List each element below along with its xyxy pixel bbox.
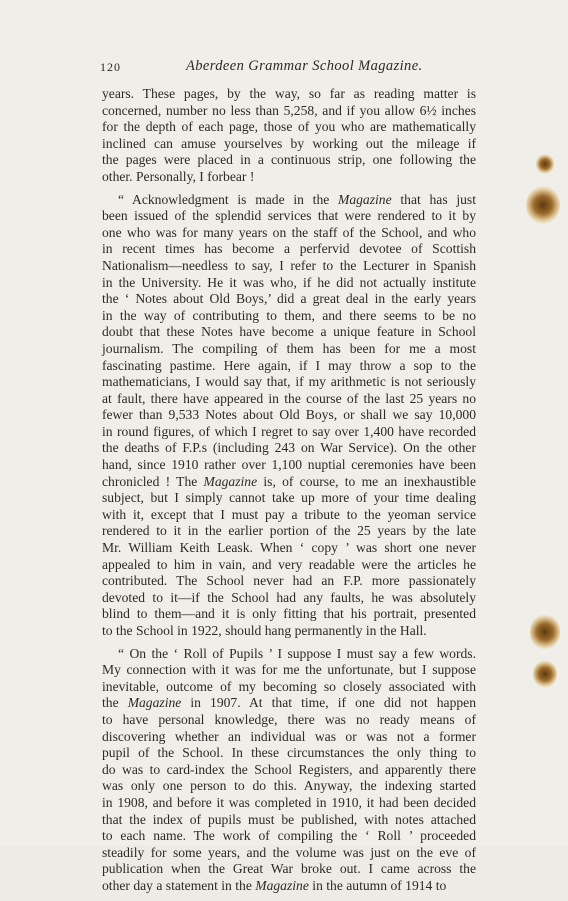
text-line: do was to card-index the School Registers, and apparently there xyxy=(102,761,476,777)
text-line: the deaths of F.P.s (including 243 on War Service). On the other xyxy=(102,440,476,456)
text-line: in recent times has become a perfervid devotee of Scottish xyxy=(102,241,476,257)
paragraph xyxy=(102,86,476,186)
text-line: for the depth of each page, those of you who are mathematically xyxy=(102,119,476,135)
text-line: subject, but I simply cannot take up more of your time dealing xyxy=(102,490,476,506)
text-line: other. Personally, I forbear ! xyxy=(102,168,255,184)
text-line: blind to them—and it is only fitting that his portrait, presented xyxy=(102,606,476,622)
text-line: chronicled ! The Magazine is, of course, to me an inexhaustible xyxy=(102,473,476,489)
text-line: doubt that these Notes have become a unique feature in School xyxy=(102,324,476,340)
text-line: My connection with it was for me the unfortunate, but I suppose xyxy=(102,662,476,678)
text-line: been issued of the splendid services that were rendered to it by xyxy=(102,208,476,224)
body-text xyxy=(102,86,476,901)
text-line: steadily for some years, and the volume was just on the eve of xyxy=(102,844,476,860)
foxing-stain xyxy=(533,660,557,688)
text-line: to each name. The work of compiling the ‘ Roll ’ proceeded xyxy=(102,828,476,844)
text-line: fascinating pastime. Here again, if I may throw a sop to the xyxy=(102,357,476,373)
text-line: at fault, there have appeared in the course of the last 25 years no xyxy=(102,390,476,406)
text-line: contributed. The School never had an F.P. more passionately xyxy=(102,573,476,589)
text-line: inevitable, outcome of my becoming so closely associated with xyxy=(102,678,476,694)
text-line: the Magazine in 1907. At that time, if one did not happen xyxy=(102,695,476,711)
paragraph xyxy=(102,192,476,640)
text-line: was only one person to do this. Anyway, the indexing started xyxy=(102,778,476,794)
text-line: in 1908, and before it was completed in 1910, it had been decided xyxy=(102,794,476,810)
text-line: fewer than 9,533 Notes about Old Boys, or shall we say 10,000 xyxy=(102,407,476,423)
text-line: in round figures, of which I regret to say over 1,400 have recorded xyxy=(102,423,476,439)
page-header xyxy=(100,60,480,80)
text-line: in the way of contributing to them, and there seems to be no xyxy=(102,307,476,323)
running-title: Aberdeen Grammar School Magazine. xyxy=(186,58,423,74)
text-line: that the index of pupils must be published, with notes attached xyxy=(102,811,476,827)
text-line: to the School in 1922, should hang permanently in the Hall. xyxy=(102,623,427,638)
text-line: devoted to it—if the School had any faults, he was absolutely xyxy=(102,589,476,605)
text-line: discovering whether an individual was or was not a former xyxy=(102,728,476,744)
text-line: publication when the Great War broke out. I came across the xyxy=(102,861,476,877)
text-line: “ Acknowledgment is made in the Magazine that has just xyxy=(118,191,476,207)
text-line: other day a statement in the Magazine in the autumn of 1914 to xyxy=(102,877,447,893)
text-line: inclined can amuse yourselves by working out the mileage if xyxy=(102,135,476,151)
foxing-stain xyxy=(526,186,560,224)
text-line: “ On the ‘ Roll of Pupils ’ I suppose I must say a few words. xyxy=(118,645,476,661)
text-line: mathematicians, I would say that, if my arithmetic is not seriously xyxy=(102,374,476,390)
text-line: rendered to it in the earlier portion of the 25 years by the late xyxy=(102,523,476,539)
text-line: journalism. The compiling of them has been for me a most xyxy=(102,340,476,356)
text-line: with it, except that I must pay a tribute to the yeoman service xyxy=(102,506,476,522)
text-line: concerned, number no less than 5,258, and if you allow 6½ inches xyxy=(102,102,476,118)
text-line: to have personal knowledge, there was no ready means of xyxy=(102,711,476,727)
text-line: hand, since 1910 rather over 1,100 nuptial ceremonies have been xyxy=(102,457,476,473)
page-number: 120 xyxy=(100,60,121,74)
text-line: pupil of the School. In these circumstances the only thing to xyxy=(102,745,476,761)
text-line: appealed to him in vain, and very readable were the articles he xyxy=(102,556,476,572)
foxing-stain xyxy=(530,614,560,650)
text-line: the pages were placed in a continuous strip, one following the xyxy=(102,152,476,168)
text-line: in the University. He it was who, if he did not actually institute xyxy=(102,274,476,290)
text-line: the ‘ Notes about Old Boys,’ did a great deal in the early years xyxy=(102,291,476,307)
text-line: years. These pages, by the way, so far as reading matter is xyxy=(102,86,476,101)
text-line: Mr. William Keith Leask. When ‘ copy ’ was short one never xyxy=(102,540,476,556)
text-line: one who was for many years on the staff of the School, and who xyxy=(102,224,476,240)
text-line: Nationalism—needless to say, I refer to the Lecturer in Spanish xyxy=(102,257,476,273)
paragraph xyxy=(102,646,476,895)
foxing-stain xyxy=(536,154,554,174)
